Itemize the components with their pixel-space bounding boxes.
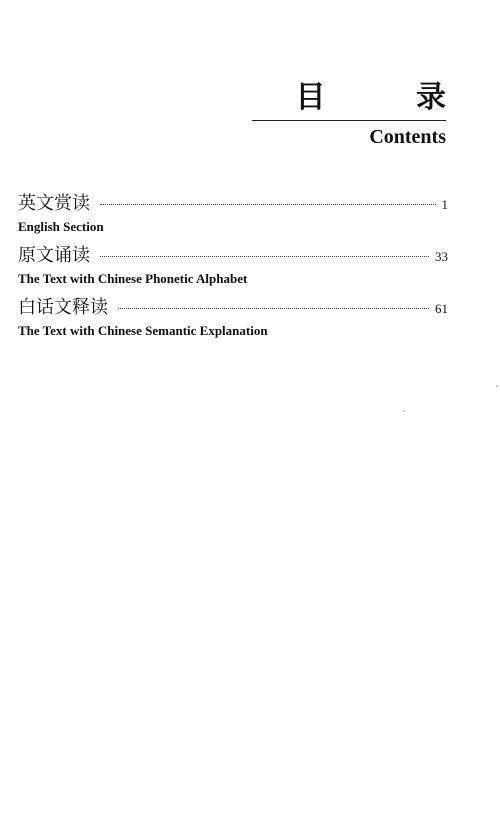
page-title-chinese: 目 录 [295,80,486,115]
dot-leader [100,204,436,205]
toc-entry-vernacular-explanation[interactable] [18,296,448,340]
page-title-english: Contents [369,126,446,148]
toc-line [18,192,448,216]
toc-line [18,244,448,268]
toc-entry-page-number: 1 [441,197,448,212]
toc-entry-title-en: The Text with Chinese Semantic Explanation [18,323,268,338]
scan-speck [496,385,498,387]
toc-entry-title-cn: 白话文释读 [18,297,108,318]
toc-entry-page-number: 33 [435,249,448,264]
toc-entry-original-text[interactable] [18,244,448,288]
toc-line [18,296,448,320]
toc-entry-page-number: 61 [435,301,448,316]
toc-entry-title-cn: 原文诵读 [18,245,90,266]
dot-leader [118,308,429,309]
toc-entry-title-en: English Section [18,219,104,234]
toc-entry-title-cn: 英文赏读 [18,193,90,214]
table-of-contents [18,192,448,348]
scan-speck [403,410,405,412]
title-divider [252,120,446,121]
dot-leader [100,256,429,257]
toc-entry-title-en: The Text with Chinese Phonetic Alphabet [18,271,248,286]
toc-entry-english-section[interactable] [18,192,448,236]
